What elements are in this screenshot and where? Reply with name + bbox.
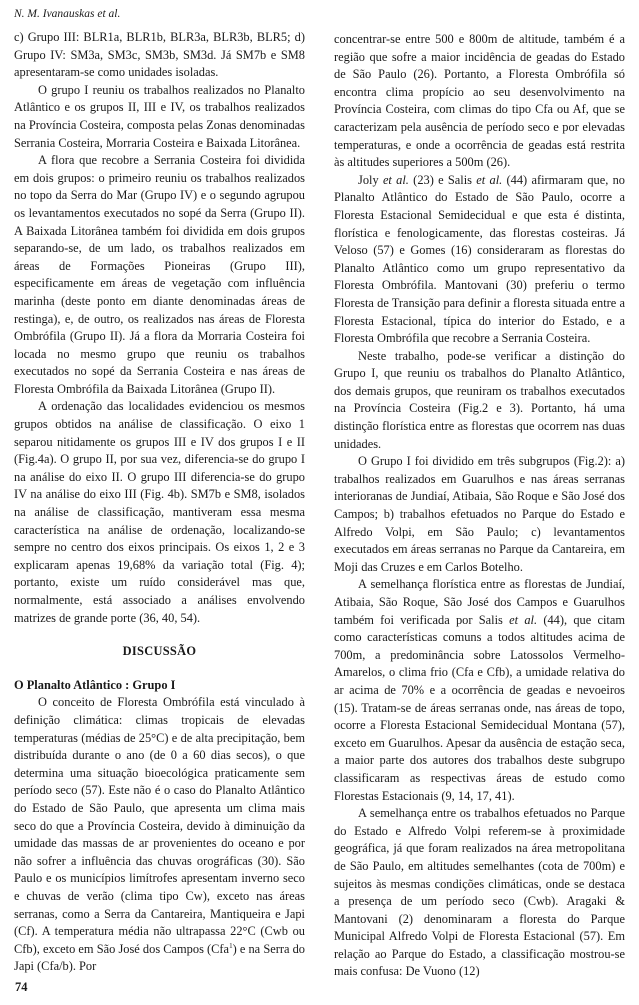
paragraph: O grupo I reuniu os trabalhos realizados no Planalto Atlântico e os grupos II, III e IV, os trabalhos realizados na Província Costeira, composta pelas Zonas denominadas Serrania Costeira, Morraria Costeira e Baixada Litorânea. xyxy=(14,82,305,150)
paragraph-text: A semelhança florística entre as florestas de Jundiaí, Atibaia, São Roque, São José dos Campos e Guarulhos também foi verificada por Salis xyxy=(334,577,625,627)
page-number: 74 xyxy=(15,980,28,994)
paragraph-text: (44) afirmaram que, no Planalto Atlântico do Estado de São Paulo, ocorre a Floresta Estacional Semidecidual e que esta é distinta, florística e fenologicamente, das florestas costeiras. Já Veloso (57) e Gomes (16) consideraram as florestas do Planalto Atlântico como um grupo representativo da Floresta Ombrófila. Mantovani (30) preferiu o termo Floresta de Transição para definir a floresta situada entre a Floresta Estacional, típica do interior do Estado, e a Floresta Ombrófila que recobre a Serrania Costeira. xyxy=(334,172,625,346)
paragraph-text: Joly xyxy=(358,172,383,187)
paragraph: concentrar-se entre 500 e 800m de altitude, também é a região que sofre a maior incidência de geadas do Estado de São Paulo (26). Portanto, a Floresta Ombrófila só encontra clima propício ao seu desenvolvimento na Província Costeira, com climas do tipo Cfa ou Af, que se caracterizam pela ausência de período seco e por elevadas temperaturas, e onde a ocorrência de geadas está restrita às altitudes superiores a 500m (26). xyxy=(334,32,625,170)
citation-etal: et al. xyxy=(476,172,503,187)
left-column xyxy=(14,29,305,976)
paragraph: A flora que recobre a Serrania Costeira foi dividida em dois grupos: o primeiro reuniu os trabalhos realizados no topo da Serra do Mar (Grupo IV) e o segundo agrupou os levantamentos executados no sopé da Serra (Grupo II). A Baixada Litorânea também foi dividida em dois grupos separando-se, de um lado, os trabalhos realizados em áreas de Formações Pioneiras (Grupo III), especificamente em áreas de vegetação com influência marinha (deste ponto em diante denominadas áreas de restinga), e, de outro, os realizados nas áreas de Floresta Ombrófila (Grupo II). Já a flora da Morraria Costeira foi locada no mesmo grupo que reuniu os trabalhos executados no sopé da Serrania Costeira e nas áreas de Floresta Ombrófila da Baixada Litorânea (Grupo II). xyxy=(14,153,305,396)
citation-etal: et al. xyxy=(509,612,538,627)
paragraph xyxy=(334,172,625,348)
right-column xyxy=(334,31,625,981)
paragraph-text: ) e na Serra do Japi (Cfa/b). Por xyxy=(14,941,305,974)
section-heading: DISCUSSÃO xyxy=(122,644,197,659)
paragraph: A semelhança entre os trabalhos efetuados no Parque do Estado e Alfredo Volpi referem-se à proximidade geográfica, já que foram realizados na área metropolitana de São Paulo, em altitudes semelhantes (cota de 700m) e sujeitos às mesmas condições climáticas, onde se destaca a presença de um período seco (Cwb). Aragaki & Mantovani (2) denominaram a floresta do Parque Municipal Alfredo Volpi de Floresta Estacional (57). Em relação ao Parque do Estado, a classificação mostrou-se mais confusa: De Vuono (12) xyxy=(334,806,625,979)
paragraph-text: O conceito de Floresta Ombrófila está vinculado à definição climática: climas tropicais de elevadas temperaturas (médias de 25°C) e de alta precipitação, bem distribuída durante o ano (de 0 a 60 dias secos), o que determina uma situação bioecológica praticamente sem período seco (57). Este não é o caso do Planalto Atlântico do Estado de São Paulo, que apresenta um clima mais seco do que a Província Costeira, devido à diminuição da umidade das massas de ar provenientes do oceano e por não sofrer a influência das chuvas orográficas (30). São Paulo e os municípios limítrofes apresentam inverno seco e chuvas de verão (clima tipo Cw), exceto nas áreas serranas, como a Serra da Cantareira, Mantiqueira e Japi (Cf). A temperatura média não ultrapassa 22°C (Cwb ou Cfb), exceto em São José dos Campos (Cfa xyxy=(14,695,305,956)
paragraph: Neste trabalho, pode-se verificar a distinção do Grupo I, que reuniu os trabalhos do Planalto Atlântico, dos demais grupos, que reuniram os trabalhos executados na Província Costeira (Fig.2 e 3). Portanto, há uma distinção florística entre as florestas que ocorrem nas duas unidades. xyxy=(334,348,625,451)
paragraph: A ordenação das localidades evidenciou os mesmos grupos obtidos na análise de classificação. O eixo 1 separou nitidamente os grupos III e IV dos grupos I e II (Fig.4a). O grupo II, por sua vez, diferencia-se do grupo I na análise do eixo II. O grupo III diferencia-se do grupo IV na análise do eixo III (Fig. 4b). SM7b e SM8, isolados na análise de classificação, mantiveram essa mesma característica na análise de ordenação, localizando-se sempre no centro dos eixos principais. Os eixos 1, 2 e 3 explicaram apenas 19,68% da variação total (Fig. 4); portanto, existe um ruído considerável mas que, normalmente, está associado a análises envolvendo matrizes de grande porte (36, 40, 54). xyxy=(14,399,305,625)
paragraph xyxy=(14,694,305,976)
running-head: N. M. Ivanauskas et al. xyxy=(14,8,121,20)
paragraph: O Grupo I foi dividido em três subgrupos (Fig.2): a) trabalhos realizados em Guarulhos e nas áreas serranas interioranas de Jundiaí, Atibaia, São Roque e São José dos Campos; b) trabalhos efetuados no Parque do Estado e Alfredo Volpi, em São Paulo; c) levantamentos executados em áreas serranas no Parque da Cantareira, em Moji das Cruzes e em Carlos Botelho. xyxy=(334,454,625,574)
paragraph-text: (23) e Salis xyxy=(408,172,477,187)
paragraph: c) Grupo III: BLR1a, BLR1b, BLR3a, BLR3b, BLR5; d) Grupo IV: SM3a, SM3c, SM3b, SM3d. Já SM7b e SM8 apresentaram-se como unidades isoladas. xyxy=(14,30,305,80)
citation-etal: et al. xyxy=(382,172,409,187)
paragraph-text: (44), que citam como características comuns a todos altitudes acima de 700m, a predominância sobre Latossolos Vermelho-Amarelos, o clima frio (Cfa e Cfb), a umidade relativa do ar acima de 70% e a ocorrência de geadas e nevoeiros (15). Tratam-se de áreas serranas onde, nas áreas de topo, ocorre a Floresta Estacional Semidecidual Montana (57), exceto em Guarulhos. Apesar da ausência de estação seca, a maior parte dos autores dos trabalhos deste subgrupo classificaram as respectivas áreas de estudo como Florestas Estacionais (9, 14, 17, 41). xyxy=(334,612,625,803)
footnote-marker: 1 xyxy=(229,941,233,950)
paragraph xyxy=(334,576,625,805)
subsection-heading: O Planalto Atlântico : Grupo I xyxy=(14,677,176,692)
